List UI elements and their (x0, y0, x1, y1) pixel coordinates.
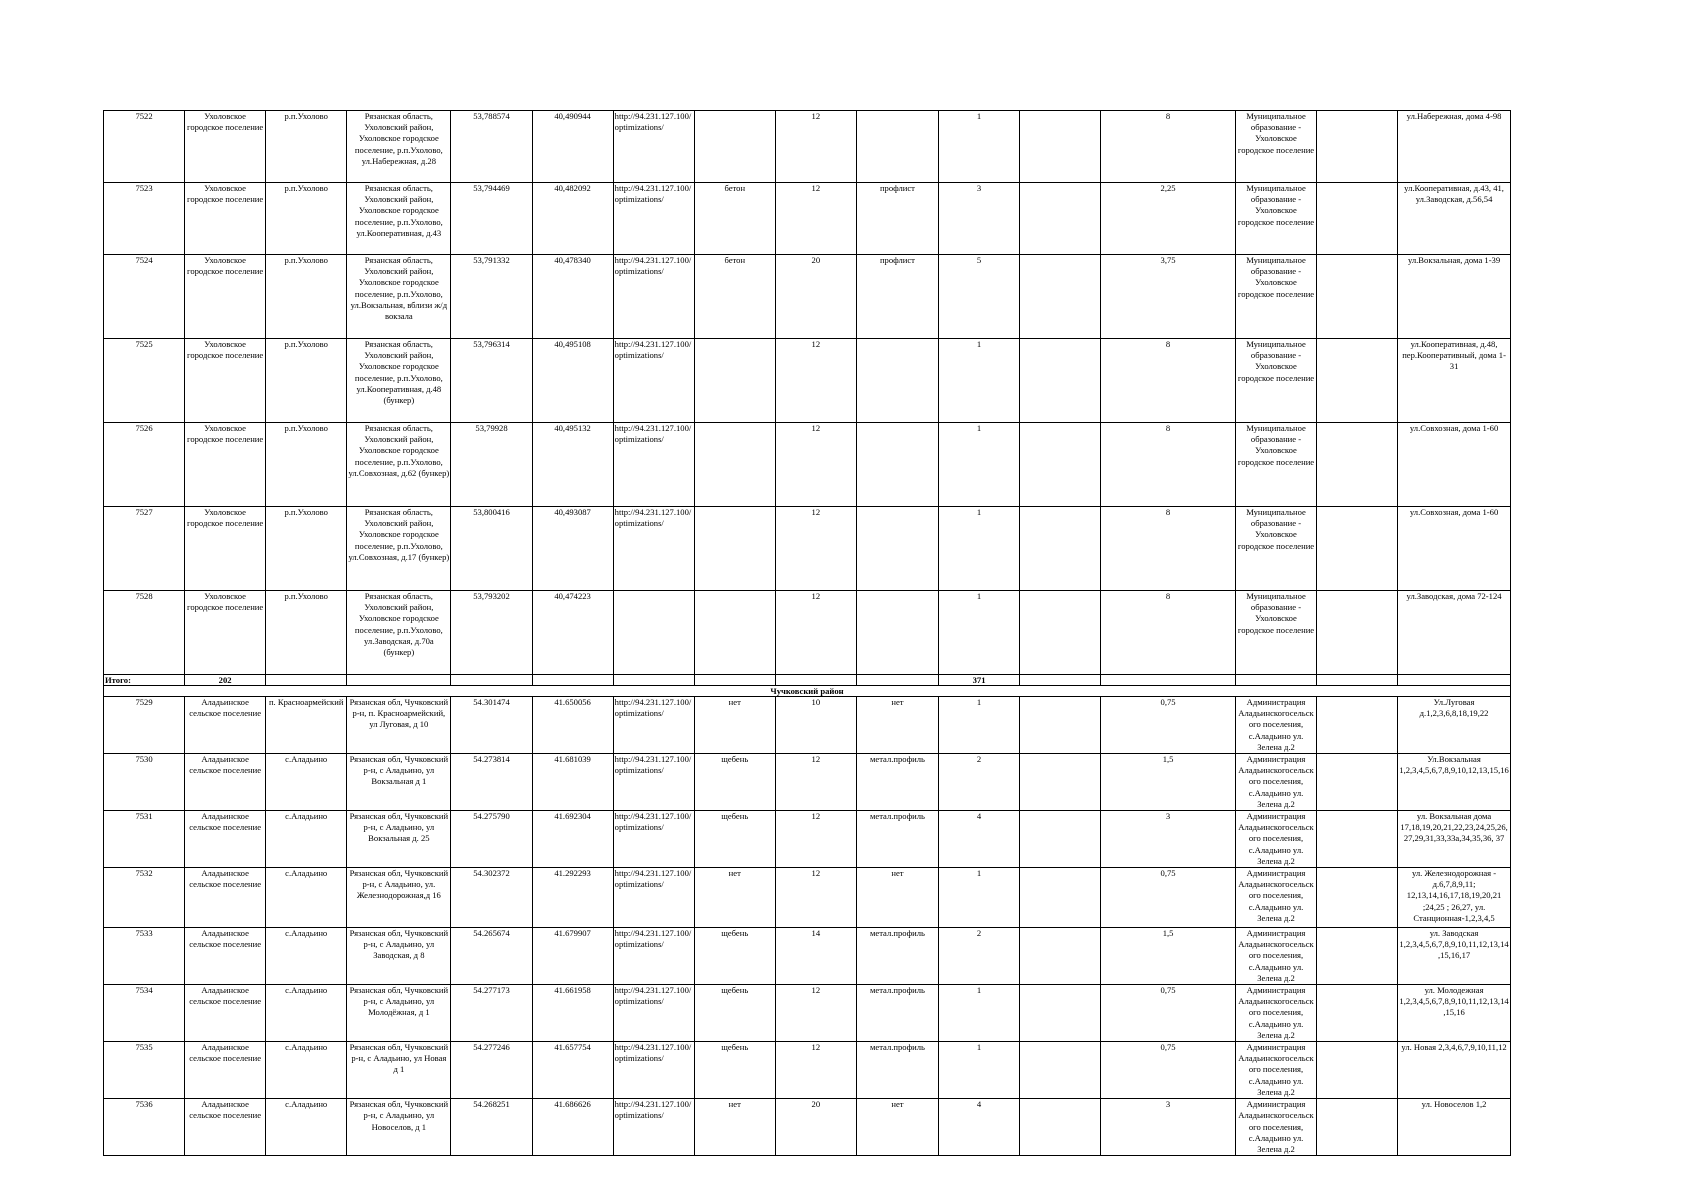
empty-cell (1317, 183, 1398, 255)
area-cell: 12 (775, 868, 856, 928)
total-count: 202 (185, 675, 266, 686)
container-count-cell: 1 (939, 111, 1020, 183)
container-count-cell: 1 (939, 868, 1020, 928)
volume-cell: 8 (1101, 423, 1236, 507)
volume-cell: 2,25 (1101, 183, 1236, 255)
empty-cell (1317, 811, 1398, 868)
served-addresses-cell: Ул.Вокзальная 1,2,3,4,5,6,7,8,9,10,12,13,15,16 (1398, 754, 1511, 811)
latitude-cell: 53,79928 (451, 423, 532, 507)
record-id: 7533 (104, 928, 185, 985)
table-row (104, 868, 1511, 928)
longitude-cell: 40,482092 (532, 183, 613, 255)
surface-cell: нет (694, 697, 775, 754)
locality-cell: р.п.Ухолово (266, 591, 347, 675)
longitude-cell: 41.692304 (532, 811, 613, 868)
empty-cell (1020, 697, 1101, 754)
surface-cell (694, 591, 775, 675)
locality-cell: с.Аладьино (266, 1099, 347, 1156)
table-row (104, 697, 1511, 754)
settlement-cell: Ухоловское городское поселение (185, 183, 266, 255)
empty-cell (1020, 423, 1101, 507)
table-row (104, 423, 1511, 507)
container-count-cell: 5 (939, 255, 1020, 339)
fence-cell (856, 507, 938, 591)
record-id: 7528 (104, 591, 185, 675)
settlement-cell: Аладьинское сельское поселение (185, 1042, 266, 1099)
map-link-cell[interactable]: http://94.231.127.100/optimizations/ (613, 754, 694, 811)
latitude-cell: 54.277246 (451, 1042, 532, 1099)
latitude-cell: 54.265674 (451, 928, 532, 985)
table-row (104, 507, 1511, 591)
settlement-cell: Ухоловское городское поселение (185, 591, 266, 675)
record-id: 7536 (104, 1099, 185, 1156)
settlement-cell: Аладьинское сельское поселение (185, 811, 266, 868)
latitude-cell: 54.275790 (451, 811, 532, 868)
empty-cell (1020, 591, 1101, 675)
latitude-cell: 53,793202 (451, 591, 532, 675)
locality-cell: с.Аладьино (266, 754, 347, 811)
record-id: 7525 (104, 339, 185, 423)
volume-cell: 3,75 (1101, 255, 1236, 339)
served-addresses-cell: ул.Набережная, дома 4-98 (1398, 111, 1511, 183)
table-row (104, 591, 1511, 675)
empty-cell (1317, 985, 1398, 1042)
district-name: Чучковский район (104, 686, 1511, 697)
area-cell: 20 (775, 1099, 856, 1156)
area-cell: 12 (775, 591, 856, 675)
fence-cell (856, 111, 938, 183)
empty-cell (1020, 985, 1101, 1042)
address-cell: Рязанская область, Ухоловский район, Ухоловское городское поселение, р.п.Ухолово, ул.Совхозная, д.62 (бункер) (347, 423, 451, 507)
area-cell: 12 (775, 183, 856, 255)
map-link-cell[interactable]: http://94.231.127.100/optimizations/ (613, 255, 694, 339)
address-cell: Рязанская обл, Чучковский р-н, с Аладьино, ул Заводская, д 8 (347, 928, 451, 985)
container-count-cell: 1 (939, 697, 1020, 754)
total-label: Итого: (104, 675, 185, 686)
table-row (104, 985, 1511, 1042)
locality-cell: с.Аладьино (266, 928, 347, 985)
address-cell: Рязанская область, Ухоловский район, Ухоловское городское поселение, р.п.Ухолово, ул.Совхозная, д.17 (бункер) (347, 507, 451, 591)
longitude-cell: 41.650056 (532, 697, 613, 754)
served-addresses-cell: ул.Кооперативная, д.48, пер.Кооперативный, дома 1-31 (1398, 339, 1511, 423)
locality-cell: р.п.Ухолово (266, 255, 347, 339)
surface-cell (694, 111, 775, 183)
longitude-cell: 41.657754 (532, 1042, 613, 1099)
volume-cell: 1,5 (1101, 928, 1236, 985)
container-count-cell: 4 (939, 1099, 1020, 1156)
container-count-cell: 1 (939, 985, 1020, 1042)
surface-cell: щебень (694, 1042, 775, 1099)
latitude-cell: 53,800416 (451, 507, 532, 591)
served-addresses-cell: ул.Совхозная, дома 1-60 (1398, 423, 1511, 507)
fence-cell: метал.профиль (856, 1042, 938, 1099)
area-cell: 12 (775, 339, 856, 423)
address-cell: Рязанская обл, Чучковский р-н, с Аладьино, ул Новая д 1 (347, 1042, 451, 1099)
area-cell: 12 (775, 111, 856, 183)
longitude-cell: 40,474223 (532, 591, 613, 675)
longitude-cell: 41.686626 (532, 1099, 613, 1156)
container-count-cell: 1 (939, 1042, 1020, 1099)
map-link-cell[interactable]: http://94.231.127.100/optimizations/ (613, 423, 694, 507)
record-id: 7534 (104, 985, 185, 1042)
map-link-cell[interactable]: http://94.231.127.100/optimizations/ (613, 928, 694, 985)
latitude-cell: 53,796314 (451, 339, 532, 423)
surface-cell: щебень (694, 811, 775, 868)
map-link-cell[interactable]: http://94.231.127.100/optimizations/ (613, 811, 694, 868)
settlement-cell: Аладьинское сельское поселение (185, 1099, 266, 1156)
surface-cell: нет (694, 1099, 775, 1156)
record-id: 7527 (104, 507, 185, 591)
fence-cell: метал.профиль (856, 928, 938, 985)
settlement-cell: Ухоловское городское поселение (185, 111, 266, 183)
volume-cell: 3 (1101, 1099, 1236, 1156)
registry-table (103, 110, 1511, 1156)
locality-cell: п. Красноармейский (266, 697, 347, 754)
empty-cell (1020, 811, 1101, 868)
settlement-cell: Ухоловское городское поселение (185, 255, 266, 339)
owner-cell: Муниципальное образование - Ухоловское городское поселение (1235, 183, 1316, 255)
owner-cell: Муниципальное образование - Ухоловское городское поселение (1235, 255, 1316, 339)
record-id: 7530 (104, 754, 185, 811)
empty-cell (1317, 339, 1398, 423)
settlement-cell: Аладьинское сельское поселение (185, 928, 266, 985)
locality-cell: с.Аладьино (266, 868, 347, 928)
locality-cell: р.п.Ухолово (266, 423, 347, 507)
address-cell: Рязанская обл, Чучковский р-н, с Аладьино, ул Новоселов, д 1 (347, 1099, 451, 1156)
surface-cell: бетон (694, 183, 775, 255)
empty-cell (1317, 1099, 1398, 1156)
record-id: 7522 (104, 111, 185, 183)
empty-cell (1020, 255, 1101, 339)
surface-cell: щебень (694, 985, 775, 1042)
latitude-cell: 54.277173 (451, 985, 532, 1042)
address-cell: Рязанская обл, Чучковский р-н, с Аладьино, ул Вокзальная д 1 (347, 754, 451, 811)
table-row (104, 1042, 1511, 1099)
longitude-cell: 40,495132 (532, 423, 613, 507)
table-row (104, 811, 1511, 868)
map-link-cell[interactable]: http://94.231.127.100/optimizations/ (613, 1042, 694, 1099)
served-addresses-cell: ул. Железнодорожная - д.6,7,8,9,11; 12,13,14,16,17,18,19,20,21 ;24,25 ; 26,27, ул. Станционная-1,2,3,4,5 (1398, 868, 1511, 928)
volume-cell: 1,5 (1101, 754, 1236, 811)
longitude-cell: 40,478340 (532, 255, 613, 339)
longitude-cell: 40,490944 (532, 111, 613, 183)
empty-cell (1317, 754, 1398, 811)
address-cell: Рязанская область, Ухоловский район, Ухоловское городское поселение, р.п.Ухолово, ул.Заводская, д.70а (бункер) (347, 591, 451, 675)
locality-cell: р.п.Ухолово (266, 111, 347, 183)
surface-cell (694, 339, 775, 423)
area-cell: 12 (775, 811, 856, 868)
address-cell: Рязанская обл, Чучковский р-н, с Аладьино, ул Молодёжная, д 1 (347, 985, 451, 1042)
total-row (104, 675, 1511, 686)
settlement-cell: Ухоловское городское поселение (185, 423, 266, 507)
owner-cell: Муниципальное образование - Ухоловское городское поселение (1235, 591, 1316, 675)
latitude-cell: 54.302372 (451, 868, 532, 928)
group-uholovo (104, 111, 1511, 675)
surface-cell (694, 507, 775, 591)
volume-cell: 8 (1101, 507, 1236, 591)
volume-cell: 0,75 (1101, 1042, 1236, 1099)
map-link-cell[interactable]: http://94.231.127.100/optimizations/ (613, 339, 694, 423)
volume-cell: 0,75 (1101, 868, 1236, 928)
owner-cell: Муниципальное образование - Ухоловское городское поселение (1235, 423, 1316, 507)
fence-cell: профлист (856, 183, 938, 255)
address-cell: Рязанская обл, Чучковский р-н, с Аладьино, ул Вокзальная д. 25 (347, 811, 451, 868)
owner-cell: Администрация Аладьинскогосельского поселения, с.Аладьино ул. Зелена д.2 (1235, 1042, 1316, 1099)
address-cell: Рязанская обл, Чучковский р-н, п. Красноармейский, ул Луговая, д 10 (347, 697, 451, 754)
empty-cell (1317, 697, 1398, 754)
empty-cell (1020, 868, 1101, 928)
served-addresses-cell: ул. Новоселов 1,2 (1398, 1099, 1511, 1156)
owner-cell: Администрация Аладьинскогосельского поселения, с.Аладьино ул. Зелена д.2 (1235, 868, 1316, 928)
fence-cell (856, 423, 938, 507)
locality-cell: р.п.Ухолово (266, 507, 347, 591)
settlement-cell: Аладьинское сельское поселение (185, 697, 266, 754)
fence-cell: нет (856, 697, 938, 754)
fence-cell (856, 339, 938, 423)
empty-cell (1317, 591, 1398, 675)
area-cell: 12 (775, 985, 856, 1042)
container-count-cell: 2 (939, 928, 1020, 985)
longitude-cell: 41.681039 (532, 754, 613, 811)
container-count-cell: 2 (939, 754, 1020, 811)
owner-cell: Администрация Аладьинскогосельского поселения, с.Аладьино ул. Зелена д.2 (1235, 811, 1316, 868)
owner-cell: Муниципальное образование - Ухоловское городское поселение (1235, 111, 1316, 183)
volume-cell: 0,75 (1101, 697, 1236, 754)
container-count-cell: 1 (939, 423, 1020, 507)
longitude-cell: 40,493087 (532, 507, 613, 591)
owner-cell: Администрация Аладьинскогосельского поселения, с.Аладьино ул. Зелена д.2 (1235, 754, 1316, 811)
locality-cell: с.Аладьино (266, 985, 347, 1042)
area-cell: 12 (775, 423, 856, 507)
container-count-cell: 1 (939, 339, 1020, 423)
longitude-cell: 41.292293 (532, 868, 613, 928)
longitude-cell: 41.661958 (532, 985, 613, 1042)
area-cell: 10 (775, 697, 856, 754)
empty-cell (1317, 111, 1398, 183)
table-row (104, 928, 1511, 985)
table-row (104, 1099, 1511, 1156)
locality-cell: р.п.Ухолово (266, 183, 347, 255)
total-containers: 371 (939, 675, 1020, 686)
empty-cell (1020, 754, 1101, 811)
settlement-cell: Аладьинское сельское поселение (185, 985, 266, 1042)
owner-cell: Администрация Аладьинскогосельского поселения, с.Аладьино ул. Зелена д.2 (1235, 697, 1316, 754)
latitude-cell: 54.273814 (451, 754, 532, 811)
table-row (104, 111, 1511, 183)
latitude-cell: 53,791332 (451, 255, 532, 339)
area-cell: 12 (775, 754, 856, 811)
district-header-row (104, 686, 1511, 697)
map-link-cell[interactable]: http://94.231.127.100/optimizations/ (613, 507, 694, 591)
record-id: 7526 (104, 423, 185, 507)
fence-cell: профлист (856, 255, 938, 339)
empty-cell (1317, 255, 1398, 339)
owner-cell: Администрация Аладьинскогосельского поселения, с.Аладьино ул. Зелена д.2 (1235, 928, 1316, 985)
container-count-cell: 4 (939, 811, 1020, 868)
settlement-cell: Аладьинское сельское поселение (185, 754, 266, 811)
latitude-cell: 53,794469 (451, 183, 532, 255)
map-link-cell[interactable]: http://94.231.127.100/optimizations/ (613, 985, 694, 1042)
surface-cell: щебень (694, 754, 775, 811)
record-id: 7531 (104, 811, 185, 868)
empty-cell (1020, 111, 1101, 183)
served-addresses-cell: Ул.Луговая д.1,2,3,6,8,18,19,22 (1398, 697, 1511, 754)
surface-cell: бетон (694, 255, 775, 339)
map-link-cell[interactable]: http://94.231.127.100/optimizations/ (613, 868, 694, 928)
volume-cell: 8 (1101, 111, 1236, 183)
total-section (104, 675, 1511, 697)
address-cell: Рязанская область, Ухоловский район, Ухоловское городское поселение, р.п.Ухолово, ул.Кооперативная, д.48 (бункер) (347, 339, 451, 423)
map-link-cell[interactable]: http://94.231.127.100/optimizations/ (613, 111, 694, 183)
area-cell: 20 (775, 255, 856, 339)
owner-cell: Администрация Аладьинскогосельского поселения, с.Аладьино ул. Зелена д.2 (1235, 1099, 1316, 1156)
empty-cell (1020, 183, 1101, 255)
empty-cell (1020, 1099, 1101, 1156)
empty-cell (1317, 868, 1398, 928)
table-row (104, 339, 1511, 423)
empty-cell (1317, 928, 1398, 985)
served-addresses-cell: ул.Кооперативная, д.43, 41, ул.Заводская, д.56,54 (1398, 183, 1511, 255)
area-cell: 12 (775, 507, 856, 591)
owner-cell: Администрация Аладьинскогосельского поселения, с.Аладьино ул. Зелена д.2 (1235, 985, 1316, 1042)
locality-cell: р.п.Ухолово (266, 339, 347, 423)
volume-cell: 8 (1101, 591, 1236, 675)
fence-cell: метал.профиль (856, 754, 938, 811)
volume-cell: 8 (1101, 339, 1236, 423)
empty-cell (1020, 1042, 1101, 1099)
latitude-cell: 54.268251 (451, 1099, 532, 1156)
volume-cell: 3 (1101, 811, 1236, 868)
empty-cell (1020, 928, 1101, 985)
served-addresses-cell: ул.Вокзальная, дома 1-39 (1398, 255, 1511, 339)
surface-cell: нет (694, 868, 775, 928)
map-link-cell[interactable]: http://94.231.127.100/optimizations/ (613, 697, 694, 754)
locality-cell: с.Аладьино (266, 1042, 347, 1099)
fence-cell (856, 591, 938, 675)
settlement-cell: Аладьинское сельское поселение (185, 868, 266, 928)
table-row (104, 255, 1511, 339)
settlement-cell: Ухоловское городское поселение (185, 339, 266, 423)
served-addresses-cell: ул. Молодежная 1,2,3,4,5,6,7,8,9,10,11,12,13,14,15,16 (1398, 985, 1511, 1042)
address-cell: Рязанская область, Ухоловский район, Ухоловское городское поселение, р.п.Ухолово, ул.Набережная, д.28 (347, 111, 451, 183)
address-cell: Рязанская обл, Чучковский р-н, с Аладьино, ул. Железнодорожная,д 16 (347, 868, 451, 928)
fence-cell: метал.профиль (856, 985, 938, 1042)
longitude-cell: 41.679907 (532, 928, 613, 985)
container-count-cell: 1 (939, 591, 1020, 675)
latitude-cell: 54.301474 (451, 697, 532, 754)
map-link-cell[interactable] (613, 591, 694, 675)
surface-cell: щебень (694, 928, 775, 985)
served-addresses-cell: ул.Совхозная, дома 1-60 (1398, 507, 1511, 591)
map-link-cell[interactable]: http://94.231.127.100/optimizations/ (613, 1099, 694, 1156)
served-addresses-cell: ул. Новая 2,3,4,6,7,9,10,11,12 (1398, 1042, 1511, 1099)
map-link-cell[interactable]: http://94.231.127.100/optimizations/ (613, 183, 694, 255)
empty-cell (1317, 1042, 1398, 1099)
empty-cell (1317, 507, 1398, 591)
surface-cell (694, 423, 775, 507)
fence-cell: нет (856, 1099, 938, 1156)
fence-cell: нет (856, 868, 938, 928)
record-id: 7535 (104, 1042, 185, 1099)
record-id: 7529 (104, 697, 185, 754)
record-id: 7524 (104, 255, 185, 339)
container-count-cell: 1 (939, 507, 1020, 591)
table-row (104, 183, 1511, 255)
record-id: 7523 (104, 183, 185, 255)
served-addresses-cell: ул. Заводская 1,2,3,4,5,6,7,8,9,10,11,12,13,14,15,16,17 (1398, 928, 1511, 985)
address-cell: Рязанская область, Ухоловский район, Ухоловское городское поселение, р.п.Ухолово, ул.Вокзальная, вблизи ж/д вокзала (347, 255, 451, 339)
longitude-cell: 40,495108 (532, 339, 613, 423)
latitude-cell: 53,788574 (451, 111, 532, 183)
served-addresses-cell: ул. Вокзальная дома 17,18,19,20,21,22,23,24,25,26,27,29,31,33,33а,34,35,36, 37 (1398, 811, 1511, 868)
empty-cell (1020, 339, 1101, 423)
owner-cell: Муниципальное образование - Ухоловское городское поселение (1235, 339, 1316, 423)
volume-cell: 0,75 (1101, 985, 1236, 1042)
address-cell: Рязанская область, Ухоловский район, Ухоловское городское поселение, р.п.Ухолово, ул.Кооперативная, д.43 (347, 183, 451, 255)
area-cell: 14 (775, 928, 856, 985)
group-chuchkovo (104, 697, 1511, 1156)
owner-cell: Муниципальное образование - Ухоловское городское поселение (1235, 507, 1316, 591)
served-addresses-cell: ул.Заводская, дома 72-124 (1398, 591, 1511, 675)
area-cell: 12 (775, 1042, 856, 1099)
table-row (104, 754, 1511, 811)
empty-cell (1020, 507, 1101, 591)
container-count-cell: 3 (939, 183, 1020, 255)
settlement-cell: Ухоловское городское поселение (185, 507, 266, 591)
empty-cell (1317, 423, 1398, 507)
record-id: 7532 (104, 868, 185, 928)
fence-cell: метал.профиль (856, 811, 938, 868)
locality-cell: с.Аладьино (266, 811, 347, 868)
